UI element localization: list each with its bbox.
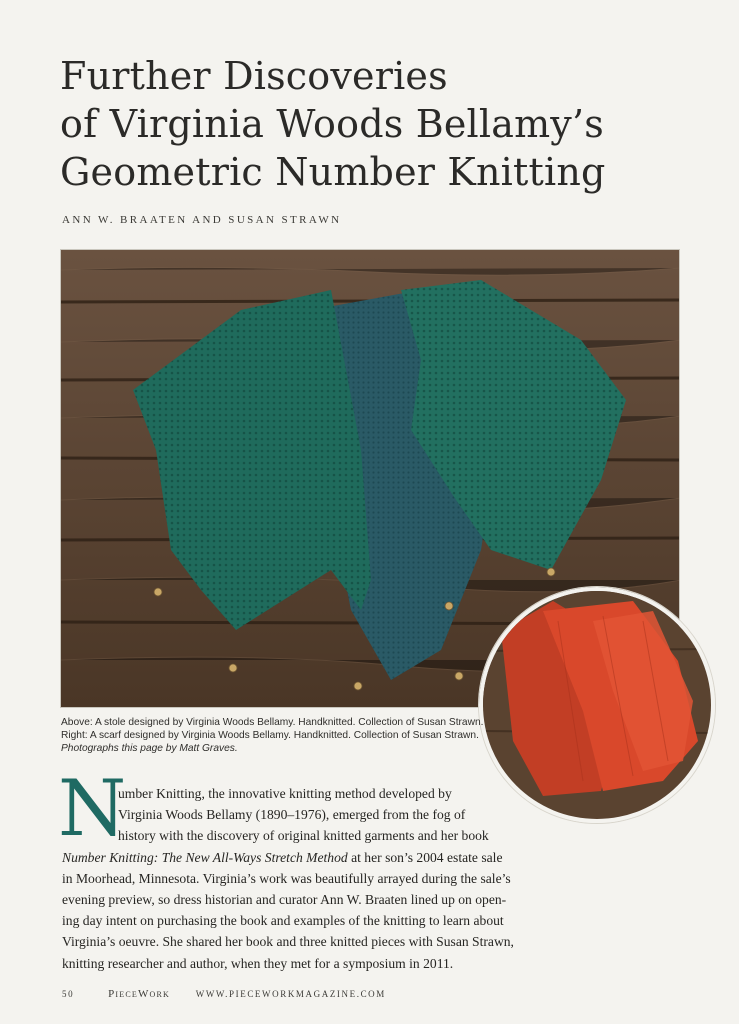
title-line-1: Further Discoveries: [60, 54, 448, 98]
body-line: [62, 847, 662, 868]
photo-caption: [61, 716, 484, 755]
body-line: in Moorhead, Minnesota. Virginia’s work was beautifully arrayed during the sale’s: [62, 870, 511, 886]
caption-line-right: Right: A scarf designed by Virginia Woods Bellamy. Handknitted. Collection of Susan Strawn.: [61, 730, 479, 741]
article-title: [60, 52, 700, 196]
author-byline: ANN W. BRAATEN AND SUSAN STRAWN: [62, 214, 342, 226]
body-line: knitting researcher and author, when they met for a symposium in 2011.: [62, 955, 454, 971]
title-line-3: Geometric Number Knitting: [60, 150, 606, 194]
caption-line-above: Above: A stole designed by Virginia Woods Bellamy. Handknitted. Collection of Susan Strawn.: [61, 717, 484, 728]
magazine-website: WWW.PIECEWORKMAGAZINE.COM: [195, 989, 386, 999]
body-line-rest: at her son’s 2004 estate sale: [347, 849, 503, 865]
body-line: evening preview, so dress historian and curator Ann W. Braaten lined up on open-: [62, 892, 507, 908]
body-line: Virginia’s oeuvre. She shared her book and three knitted pieces with Susan Strawn,: [62, 934, 514, 950]
title-line-2: of Virginia Woods Bellamy’s: [60, 102, 604, 146]
body-line: Virginia Woods Bellamy (1890–1976), emerged from the fog of: [118, 807, 466, 823]
photo-credit: Photographs this page by Matt Graves.: [61, 743, 238, 754]
page-number: 50: [62, 989, 75, 999]
article-body: [62, 783, 662, 974]
page-footer: [62, 988, 386, 1000]
book-title: Number Knitting: The New All-Ways Stretch Method: [62, 849, 348, 865]
drop-cap: N: [58, 764, 127, 854]
body-line: ing day intent on purchasing the book and examples of the knitting to learn about: [62, 913, 504, 929]
body-line: history with the discovery of original knitted garments and her book: [118, 828, 489, 844]
magazine-name: PieceWork: [108, 988, 171, 1000]
body-line: umber Knitting, the innovative knitting method developed by: [118, 786, 452, 801]
